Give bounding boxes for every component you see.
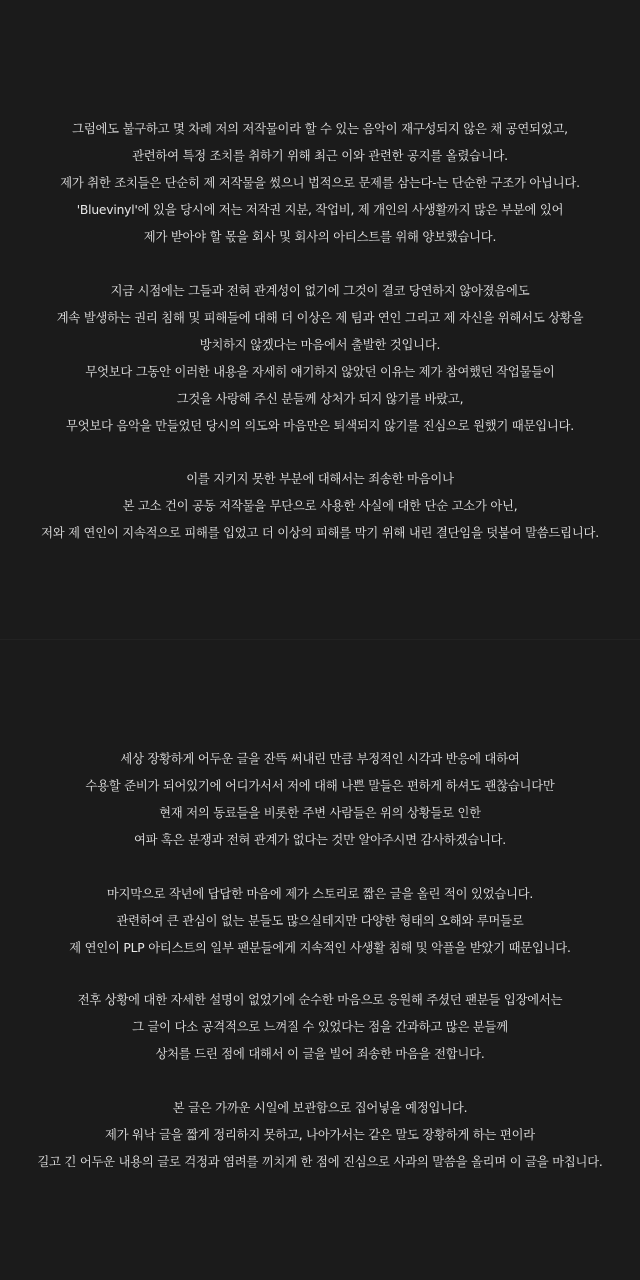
text-line: 관련하여 큰 관심이 없는 분들도 많으실테지만 다양한 형태의 오해와 루머들로: [116, 914, 524, 928]
text-line: 본 글은 가까운 시일에 보관함으로 집어넣을 예정입니다.: [172, 1101, 468, 1115]
text-line: 지금 시점에는 그들과 전혀 관계성이 없기에 그것이 결코 당연하지 않아졌음에도: [110, 284, 530, 298]
text-line: 제가 받아야 할 몫을 회사 및 회사의 아티스트를 위해 양보했습니다.: [143, 230, 497, 244]
paragraph: [0, 466, 640, 547]
text-line: 무엇보다 그동안 이러한 내용을 자세히 얘기하지 않았던 이유는 제가 참여했던 작업물들이: [85, 365, 555, 379]
text-line: 제 연인이 PLP 아티스트의 일부 팬분들에게 지속적인 사생활 침해 및 악플을 받았기 때문입니다.: [69, 941, 571, 955]
statement-page-2: [0, 640, 640, 1280]
text-line: 길고 긴 어두운 내용의 글로 걱정과 염려를 끼치게 한 점에 진심으로 사과의 말씀을 올리며 이 글을 마칩니다.: [37, 1155, 603, 1169]
text-line: 여파 혹은 분쟁과 전혀 관계가 없다는 것만 알아주시면 감사하겠습니다.: [133, 833, 507, 847]
text-line: 무엇보다 음악을 만들었던 당시의 의도와 마음만은 퇴색되지 않기를 진심으로 원했기 때문입니다.: [66, 419, 574, 433]
paragraph: [0, 116, 640, 251]
text-line: 이를 지키지 못한 부분에 대해서는 죄송한 마음이나: [186, 472, 454, 486]
text-line: 전후 상황에 대한 자세한 설명이 없었기에 순수한 마음으로 응원해 주셨던 팬분들 입장에서는: [77, 993, 563, 1007]
text-line: 세상 장황하게 어두운 글을 잔뜩 써내린 만큼 부정적인 시각과 반응에 대하여: [120, 752, 520, 766]
paragraph: [0, 881, 640, 962]
text-line: 계속 발생하는 권리 침해 및 피해들에 대해 더 이상은 제 팀과 연인 그리고 제 자신을 위해서도 상황을: [56, 311, 584, 325]
paragraph: [0, 746, 640, 854]
paragraph: [0, 278, 640, 440]
text-line: 상처를 드린 점에 대해서 이 글을 빌어 죄송한 마음을 전합니다.: [155, 1047, 485, 1061]
text-line: 제가 워낙 글을 짧게 정리하지 못하고, 나아가서는 같은 말도 장황하게 하는 편이라: [105, 1128, 535, 1142]
paragraph: [0, 1095, 640, 1176]
text-line: 제가 취한 조치들은 단순히 제 저작물을 썼으니 법적으로 문제를 삼는다-는 단순한 구조가 아닙니다.: [60, 176, 580, 190]
text-line: 마지막으로 작년에 답답한 마음에 제가 스토리로 짧은 글을 올린 적이 있었습니다.: [106, 887, 534, 901]
text-line: 그것을 사랑해 주신 분들께 상처가 되지 않기를 바랐고,: [176, 392, 464, 406]
text-line: 그 글이 다소 공격적으로 느껴질 수 있었다는 점을 간과하고 많은 분들께: [132, 1020, 508, 1034]
text-line: 저와 제 연인이 지속적으로 피해를 입었고 더 이상의 피해를 막기 위해 내린 결단임을 덧붙여 말씀드립니다.: [41, 526, 599, 540]
text-line: 수용할 준비가 되어있기에 어디가서서 저에 대해 나쁜 말들은 편하게 하셔도 괜찮습니다만: [85, 779, 555, 793]
paragraph: [0, 987, 640, 1068]
text-line: 관련하여 특정 조치를 취하기 위해 최근 이와 관련한 공지를 올렸습니다.: [132, 149, 508, 163]
text-line: 본 고소 건이 공동 저작물을 무단으로 사용한 사실에 대한 단순 고소가 아닌,: [122, 499, 518, 513]
text-line: 방치하지 않겠다는 마음에서 출발한 것입니다.: [199, 338, 441, 352]
text-line: 'Bluevinyl'에 있을 당시에 저는 저작권 지분, 작업비, 제 개인의 사생활까지 많은 부분에 있어: [76, 203, 564, 217]
text-line: 현재 저의 동료들을 비롯한 주변 사람들은 위의 상황들로 인한: [159, 806, 481, 820]
text-line: 그럼에도 불구하고 몇 차례 저의 저작물이라 할 수 있는 음악이 재구성되지 않은 채 공연되었고,: [72, 122, 568, 136]
